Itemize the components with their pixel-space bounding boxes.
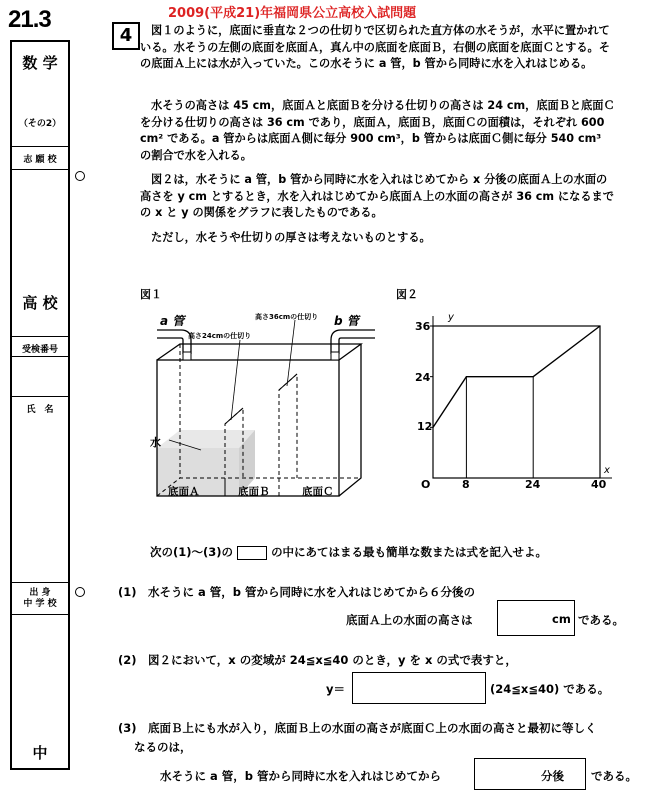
series-line (433, 326, 600, 427)
answer-sheet-sidebar (10, 40, 70, 770)
school-label: 志 願 校 (23, 155, 57, 165)
base-a-label: 底面Ａ (168, 486, 200, 498)
blank-box-sample (237, 546, 267, 560)
figure2-caption: 図２ (396, 288, 418, 301)
origin-label: O (421, 478, 431, 491)
base-b-label: 底面Ｂ (238, 486, 270, 498)
exam-title: 2009(平成21)年福岡県公立高校入試問題 (168, 6, 417, 21)
plot-frame (433, 326, 600, 478)
binding-hole-marker (75, 587, 85, 597)
page-code: 21.3 (8, 6, 51, 33)
partition2-label: 高さ36cmの仕切り (255, 313, 319, 321)
problem-paragraph: ただし，水そうや仕切りの厚さは考えないものとする。 (151, 231, 431, 244)
y-axis-label: y (448, 312, 454, 323)
pipe-a-label: a 管 (160, 314, 185, 328)
exam-number-label: 受検番号 (21, 345, 58, 355)
name-label: 氏 名 (26, 405, 54, 415)
q1-unit: cm (552, 612, 571, 626)
instruction-after: の中にあてはまる最も簡単な数または式を記入せよ。 (271, 545, 548, 559)
figure1-caption: 図１ (140, 288, 162, 301)
q1-line2: 底面Ａ上の水面の高さは (346, 613, 473, 627)
q1-tail: である。 (578, 613, 624, 627)
x-tick-label: 8 (462, 478, 470, 491)
data-point (432, 427, 433, 428)
q2-tail: (24≦x≦40) である。 (490, 682, 610, 696)
y-tick-label: 36 (415, 320, 431, 333)
y-tick-label: 24 (415, 371, 431, 384)
q2-prefix: y＝ (326, 682, 345, 696)
q2-line1: (2) 図２において，x の変域が 24≦x≦40 のとき，y を x の式で表すと， (118, 653, 517, 667)
q2-answer-box[interactable] (352, 672, 486, 704)
partition1-label: 高さ24cmの仕切り (188, 332, 252, 340)
subject-label: 数 学 (22, 54, 58, 72)
instruction (150, 544, 547, 560)
q1-line1: (1) 水そうに a 管，b 管から同時に水を入れはじめてから６分後の (118, 585, 476, 599)
figure2-graph (400, 306, 620, 500)
q3-tail: である。 (591, 769, 637, 783)
x-tick-label: 40 (591, 478, 607, 491)
figure1-tank-diagram (135, 300, 375, 510)
data-point (599, 325, 600, 326)
problem-paragraph: 図２は，水そうに a 管，b 管から同時に水を入れはじめてから x 分後の底面Ａ上の水面の高さを y cm とするとき，水を入れはじめてから底面Ａ上の水面の高さが 36 cm になるまでの x と y の関係をグラフに表したものである。 (140, 173, 614, 220)
pipe-a (157, 330, 191, 354)
x-axis-label: x (604, 465, 610, 476)
q3-line1: (3) 底面Ｂ上にも水が入り，底面Ｂ上の水面の高さが底面Ｃ上の水面の高さと最初に等しく (118, 721, 597, 735)
binding-hole-marker (75, 171, 85, 181)
problem-paragraph: 水そうの高さは 45 cm，底面Ａと底面Ｂを分ける仕切りの高さは 24 cm，底面Ｂと底面Ｃを分ける仕切りの高さは 36 cm であり，底面Ａ，底面Ｂ，底面Ｃの面積は，それぞれ 600 cm² である。a 管からは底面Ａ側に毎分 900 cm³，b 管からは底面Ｃ側に毎分 540 cm³ の割合で水を入れる。 (140, 99, 615, 162)
part-label: （その2） (18, 119, 62, 129)
origin-label: 出 身 中 学 校 (23, 588, 57, 609)
pipe-b-label: b 管 (334, 314, 359, 328)
q3-answer-box[interactable] (474, 758, 586, 790)
q3-unit: 分後 (541, 769, 564, 783)
problem-paragraph: 図１のように，底面に垂直な２つの仕切りで区切られた直方体の水そうが，水平に置かれている。水そうの左側の底面を底面Ａ，真ん中の底面を底面Ｂ，右側の底面を底面Ｃとする。その底面Ａ上には水が入っていた。この水そうに a 管，b 管から同時に水を入れはじめる。 (140, 24, 610, 71)
data-point (466, 376, 467, 377)
water-label: 水 (150, 436, 161, 449)
x-tick-label: 24 (525, 478, 541, 491)
question-number: 4 (112, 22, 140, 50)
tank-right-edge (339, 344, 361, 496)
origin-suffix: 中 (32, 744, 48, 762)
water-top (157, 430, 255, 448)
base-c-label: 底面Ｃ (302, 486, 334, 498)
data-point (533, 376, 534, 377)
school-suffix: 高 校 (22, 294, 58, 312)
y-tick-label: 12 (417, 420, 433, 433)
q3-line3: 水そうに a 管，b 管から同時に水を入れはじめてから (160, 769, 442, 783)
q3-line2: なるのは， (134, 740, 192, 754)
instruction-before: 次の(1)～(3)の (150, 545, 234, 559)
